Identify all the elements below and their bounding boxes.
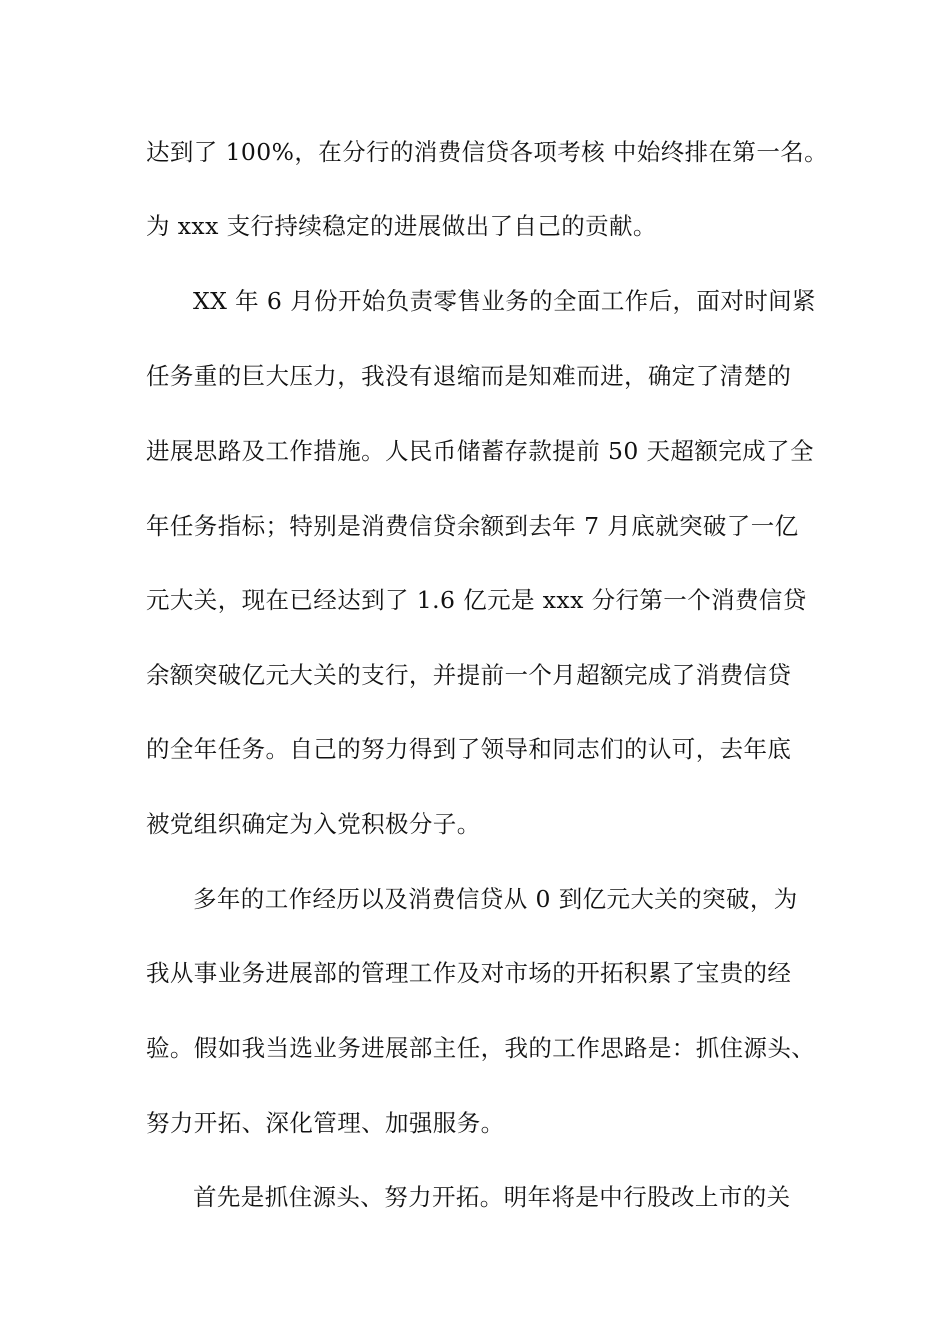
text-line-10: 被党组织确定为入党积极分子。	[146, 810, 481, 838]
text-line-1: 达到了 100%，在分行的消费信贷各项考核 中始终排在第一名。	[146, 138, 829, 166]
text-line-5: 进展思路及工作措施。人民币储蓄存款提前 50 天超额完成了全	[146, 437, 814, 465]
text-line-13: 验。假如我当选业务进展部主任，我的工作思路是：抓住源头、	[146, 1034, 816, 1062]
text-line-8: 余额突破亿元大关的支行，并提前一个月超额完成了消费信贷	[146, 661, 792, 689]
text-line-9: 的全年任务。自己的努力得到了领导和同志们的认可，去年底	[146, 735, 792, 763]
text-line-2: 为 xxx 支行持续稳定的进展做出了自己的贡献。	[146, 212, 657, 240]
text-line-7: 元大关，现在已经达到了 1.6 亿元是 xxx 分行第一个消费信贷	[146, 586, 807, 614]
text-line-14: 努力开拓、深化管理、加强服务。	[146, 1109, 505, 1137]
text-line-12: 我从事业务进展部的管理工作及对市场的开拓积累了宝贵的经	[146, 959, 792, 987]
text-line-4: 任务重的巨大压力，我没有退缩而是知难而进，确定了清楚的	[146, 362, 792, 390]
paragraph-start-line-15: 首先是抓住源头、努力开拓。明年将是中行股改上市的关	[193, 1183, 791, 1211]
text-line-6: 年任务指标；特别是消费信贷余额到去年 7 月底就突破了一亿	[146, 512, 799, 540]
paragraph-start-line-11: 多年的工作经历以及消费信贷从 0 到亿元大关的突破，为	[193, 885, 798, 913]
paragraph-start-line-3: XX 年 6 月份开始负责零售业务的全面工作后，面对时间紧	[193, 287, 816, 315]
